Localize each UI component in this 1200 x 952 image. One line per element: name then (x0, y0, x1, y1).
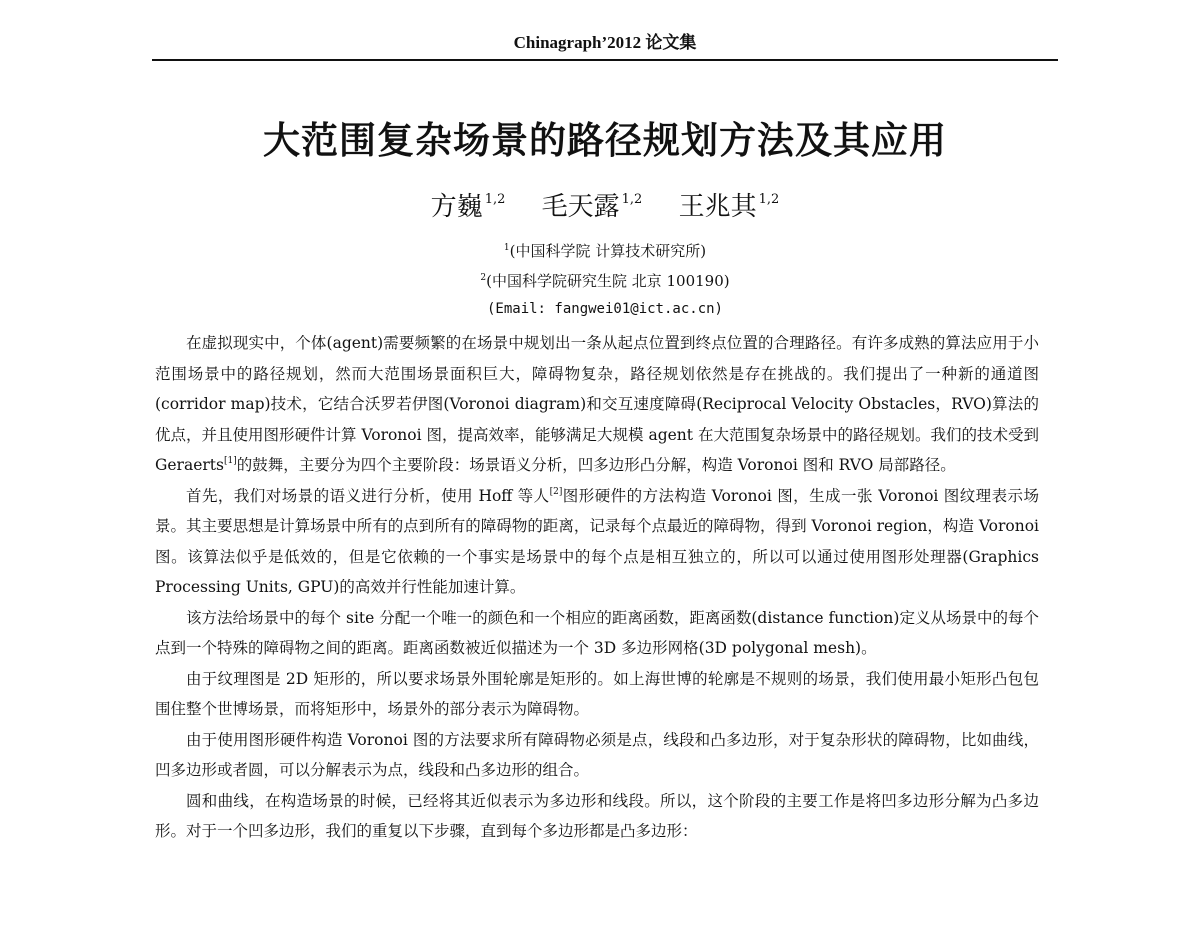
paragraph-4: 由于纹理图是 2D 矩形的，所以要求场景外围轮廓是矩形的。如上海世博的轮廓是不规则的场景，我们使用最小矩形凸包包围住整个世博场景，而将矩形中，场景外的部分表示为障碍物。 (155, 669, 1039, 718)
paragraph-5: 由于使用图形硬件构造 Voronoi 图的方法要求所有障碍物必须是点，线段和凸多边形，对于复杂形状的障碍物，比如曲线，凹多边形或者圆，可以分解表示为点，线段和凸多边形的组合。 (155, 730, 1039, 779)
affil-mark: 2 (480, 273, 487, 283)
affil-text: (中国科学院研究生院 北京 100190) (486, 272, 730, 290)
paragraph-3: 该方法给场景中的每个 site 分配一个唯一的颜色和一个相应的距离函数，距离函数(distance function)定义从场景中的每个点到一个特殊的障碍物之间的距离。距离函数被近似描述为一个 3D 多边形网格(3D polygonal mesh)。 (155, 608, 1039, 657)
citation-ref: [2] (549, 486, 563, 497)
author-affil-mark: 1,2 (621, 192, 643, 207)
citation-ref: [1] (223, 456, 237, 466)
author-name: 王兆其 (678, 192, 757, 222)
affil-text: (中国科学院 计算技术研究所) (509, 242, 707, 260)
para-text: 在虚拟现实中，个体(agent)需要频繁的在场景中规划出一条从起点位置到终点位置的合理路径。有许多成熟的算法应用于小范围场景中的路径规划，然而大范围场景面积巨大，障碍物复杂，路径规划依然是存在挑战的。我们提出了一种新的通道图(corridor map)技术，它结合沃罗若伊图(Voronoi diagram)和交互速度障碍(Reciprocal Velocity Obstacles，RVO)算法的优点，并且使用图形硬件计算 Voronoi 图，提高效率，能够满足大规模 agent 在大范围复杂场景中的路径规划。我们的技术受到 Geraerts (155, 334, 1039, 474)
author-name: 毛天露 (541, 192, 620, 222)
para-text: 的鼓舞，主要分为四个主要阶段：场景语义分析，凹多边形凸分解，构造 Voronoi 图和 RVO 局部路径。 (236, 456, 956, 474)
author-2 (542, 186, 643, 223)
para-text: 首先，我们对场景的语义进行分析，使用 Hoff 等人 (186, 486, 550, 505)
affiliation-1 (152, 240, 1058, 261)
author-3 (679, 186, 780, 223)
para-text: 图形硬件的方法构造 Voronoi 图，生成一张 Voronoi 图纹理表示场景。其主要思想是计算场景中所有的点到所有的障碍物的距离，记录每个点最近的障碍物，得到 Voronoi region，构造 Voronoi 图。该算法似乎是低效的，但是它依赖的一个事实是场景中的每个点是相互独立的，所以可以通过使用图形处理器(Graphics Processing Units, GPU)的高效并行性能加速计算。 (155, 486, 1039, 596)
paragraph-1 (155, 328, 1039, 481)
author-list (152, 186, 1058, 223)
author-affil-mark: 1,2 (758, 192, 780, 207)
body-text (155, 328, 1039, 847)
paragraph-2 (155, 481, 1039, 603)
header-rule (152, 59, 1058, 61)
affil-mark: 1 (503, 243, 510, 253)
running-header: Chinagraph’2012 论文集 (513, 33, 697, 52)
paragraph-6: 圆和曲线，在构造场景的时候，已经将其近似表示为多边形和线段。所以，这个阶段的主要工作是将凹多边形分解为凸多边形。对于一个凹多边形，我们的重复以下步骤，直到每个多边形都是凸多边形： (155, 791, 1039, 840)
author-name: 方巍 (430, 192, 483, 222)
author-affil-mark: 1,2 (484, 192, 506, 207)
email-line: (Email: fangwei01@ict.ac.cn) (486, 301, 723, 317)
paper-title: 大范围复杂场景的路径规划方法及其应用 (263, 119, 947, 162)
affiliation-2 (152, 270, 1058, 291)
author-1 (431, 186, 506, 223)
